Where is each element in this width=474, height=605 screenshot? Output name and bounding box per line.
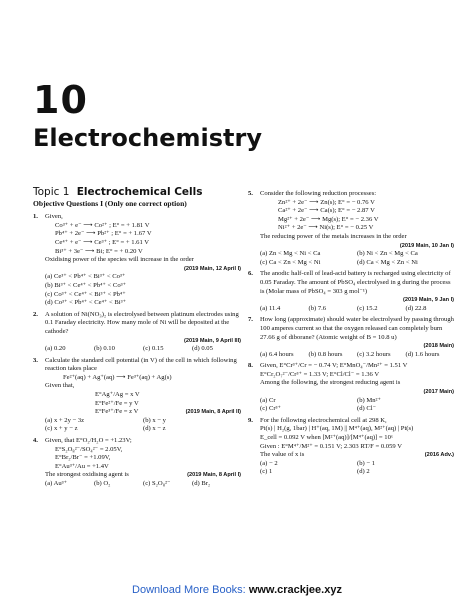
options	[260, 305, 454, 314]
options	[260, 250, 454, 267]
option: (b) x − y	[143, 416, 166, 424]
objective-heading: Objective Questions I (Only one correct option)	[33, 198, 187, 208]
option: (c) 15.2	[357, 304, 378, 312]
option: (b) 0.10	[94, 345, 115, 353]
question-6	[248, 270, 454, 313]
option: (c) 3.2 hours	[357, 350, 391, 358]
options	[45, 480, 241, 489]
option: (b) O₂	[94, 480, 111, 487]
footer	[0, 584, 474, 596]
given-label: Given that,	[45, 382, 75, 390]
exam-tag: (2019 Main, 8 April II)	[185, 409, 241, 416]
question-number: 2.	[33, 310, 38, 318]
question-8	[248, 362, 454, 414]
exam-tag: (2019 Main, 9 April III)	[184, 337, 241, 344]
equation: Bi³⁺ + 3e⁻ ⟶ Bi; E° = + 0.20 V	[55, 247, 143, 255]
option: (b) 7.6	[308, 304, 327, 312]
options	[260, 351, 454, 360]
question-text: Consider the following reduction processes:	[260, 190, 377, 197]
option: (d) Cl⁻	[357, 405, 377, 413]
option: (c) 0.15	[143, 345, 164, 353]
option: (d) Co³⁺ < Pb⁴⁺ < Ce⁴⁺ < Bi³⁺	[45, 299, 127, 307]
cell-potential: E_cell = 0.092 V when [M²⁺(aq)]/[M⁴⁺(aq)] = 10ˣ	[260, 434, 393, 442]
exam-tag: (2016 Adv.)	[424, 452, 454, 459]
equation: Ce⁴⁺ + e⁻ ⟶ Ce³⁺ ; E° = + 1.61 V	[55, 238, 150, 246]
question-5	[248, 190, 454, 267]
option: (a) Au³⁺	[45, 480, 68, 487]
given-line: Given : E°M⁴⁺/M²⁺ = 0.151 V; 2.303 RT/F = 0.059 V	[260, 442, 402, 450]
question-3	[33, 357, 241, 434]
equation: E°S₂O₈²⁻/SO₄²⁻ = 2.05V,	[55, 445, 123, 453]
question-number: 3.	[33, 356, 38, 364]
question-stem	[45, 471, 241, 480]
exam-tag: (2019 Main, 8 April I)	[187, 472, 241, 479]
question-stem	[260, 451, 454, 460]
option: (a) 11.4	[260, 304, 281, 312]
question-1	[33, 213, 241, 308]
exam-tag: (2019 Main, 10 Jan I)	[399, 242, 454, 249]
question-text: Calculate the standard cell potential (in V) of the cell in which following reaction takes place	[45, 356, 237, 373]
given-line: E°Cr₂O₇²⁻/Cr³⁺ = 1.33 V; E°Cl/Cl⁻ = 1.36 V	[260, 370, 380, 378]
option: (a) Zn < Mg < Ni < Ca	[260, 250, 321, 258]
cell-notation: Pt(s) | H₂(g, 1bar) | H⁺(aq, 1M) || M⁴⁺(aq), M²⁺(aq) | Pt(s)	[260, 425, 414, 433]
question-text: For the following electrochemical cell at 298 K,	[260, 416, 387, 424]
topic-label: Topic 1	[33, 186, 70, 198]
option: (c) Cr³⁺	[260, 405, 282, 413]
option: (c) Co³⁺ < Ce⁴⁺ < Bi³⁺ < Pb⁴⁺	[45, 290, 126, 298]
question-number: 8.	[248, 362, 253, 370]
question-4	[33, 437, 241, 489]
equation: E°Au³⁺/Au = +1.4V	[55, 462, 109, 470]
options	[45, 417, 241, 434]
chapter-title: Electrochemistry	[33, 124, 262, 152]
option: (b) − 1	[357, 459, 376, 467]
question-9	[248, 417, 454, 477]
left-column	[33, 188, 241, 492]
option: (b) Ni < Zn < Mg < Ca	[357, 250, 418, 258]
option: (a) Cr	[260, 396, 276, 404]
option: (c) S₂O₈²⁻	[143, 480, 171, 487]
question-text: A solution of Ni(NO₃)₂ is electrolysed between platinum electrodes using 0.1 Faraday electricity. How many mole of Ni will be deposited at the cathode?	[45, 310, 239, 335]
options	[45, 345, 241, 354]
given-line: Given, E°Cr³⁺/Cr = − 0.74 V; E°MnO₄⁻/Mn²⁺ = 1.51 V	[260, 362, 408, 370]
option: (d) x − z	[143, 425, 166, 433]
question-number: 7.	[248, 316, 253, 324]
question-stem: The reducing power of the metals increases in the order	[260, 232, 407, 240]
question-text: Given, that E°O₂/H₂O = +1.23V;	[45, 437, 132, 445]
equation: Ni²⁺ + 2e⁻ ⟶ Ni(s); E° = − 0.25 V	[278, 224, 374, 232]
option: (a) 6.4 hours	[260, 350, 294, 358]
equation: Zn²⁺ + 2e⁻ ⟶ Zn(s); E° = − 0.76 V	[278, 198, 375, 206]
question-number: 9.	[248, 416, 253, 424]
question-7	[248, 316, 454, 359]
question-text: How long (approximate) should water be electrolysed by passing through 100 amperes current so that the oxygen released can completely burn 27.66 g of diborane? (Atomic weight of B = 10.8 u)	[260, 316, 454, 341]
chapter-number: 10	[33, 78, 88, 122]
option: (c) Ca < Zn < Mg < Ni	[260, 258, 321, 266]
equation: Co³⁺ + e⁻ ⟶ Co²⁺ ; E° = + 1.81 V	[55, 221, 150, 229]
option: (a) x + 2y − 3z	[45, 416, 85, 424]
topic-heading	[33, 188, 241, 197]
option: (b) Mn²⁺	[357, 396, 381, 404]
option: (d) 22.8	[405, 304, 427, 312]
exam-tag: (2019 Main, 12 April I)	[184, 265, 241, 272]
equation: Pb⁴⁺ + 2e⁻ ⟶ Pb²⁺ ; E° = + 1.67 V	[55, 230, 152, 238]
options	[260, 397, 454, 414]
question-text: The anodic half-cell of lead-acid battery is recharged using electricity of 0.05 Faraday. The amount of PbSO₄ electrolysed in g during the process is (Molar mass of PbSO₄ = 303 g mol⁻¹)	[260, 270, 451, 295]
option: (a) − 2	[260, 459, 278, 467]
equation: E°Br₂/Br⁻ = +1.09V,	[55, 454, 111, 462]
footer-link[interactable]: www.crackjee.xyz	[248, 584, 342, 596]
question-stem-text: The value of x is	[260, 451, 305, 459]
question-number: 6.	[248, 270, 253, 278]
equation: Mg²⁺ + 2e⁻ ⟶ Mg(s); E° = − 2.36 V	[278, 215, 379, 223]
question-number: 5.	[248, 190, 253, 197]
option: (b) Bi³⁺ < Ce⁴⁺ < Pb⁴⁺ < Co³⁺	[45, 281, 127, 289]
option: (a) 0.20	[45, 345, 66, 353]
question-stem-text: The strongest oxidising agent is	[45, 471, 129, 479]
equation: E°Fe²⁺/Fe = y V	[95, 399, 139, 407]
option: (d) 0.05	[192, 345, 213, 353]
exam-tag: (2018 Main)	[423, 343, 454, 350]
option: (d) Ca < Mg < Zn < Ni	[357, 258, 418, 266]
options	[260, 460, 454, 477]
equation	[45, 408, 241, 417]
exam-tag: (2019 Main, 9 Jan I)	[403, 297, 454, 304]
question-stem: Oxidising power of the species will increase in the order	[45, 256, 194, 264]
equation-text: E°Fe³⁺/Fe = z V	[95, 408, 139, 416]
equation: E°Ag⁺/Ag = x V	[95, 391, 140, 399]
question-intro: Given,	[45, 213, 63, 221]
option: (a) Ce³⁺ < Pb⁴⁺ < Bi³⁺ < Co³⁺	[45, 273, 126, 281]
topic-title: Electrochemical Cells	[76, 186, 203, 198]
question-number: 1.	[33, 213, 38, 221]
exam-tag: (2017 Main)	[423, 389, 454, 396]
option: (d) Br₂	[192, 480, 211, 487]
reaction: Fe²⁺(aq) + Ag⁺(aq) ⟶ Fe³⁺(aq) + Ag(s)	[63, 373, 172, 381]
question-stem: Among the following, the strongest reducing agent is	[260, 379, 401, 387]
option: (c) 1	[260, 468, 273, 476]
option: (d) 1.6 hours	[405, 350, 440, 358]
option: (c) x + y − z	[45, 425, 78, 433]
option: (b) 0.8 hours	[308, 350, 343, 358]
footer-prefix: Download More Books:	[132, 584, 246, 596]
option: (d) 2	[357, 468, 370, 476]
question-number: 4.	[33, 437, 38, 445]
equation: Ca²⁺ + 2e⁻ ⟶ Ca(s); E° = − 2.87 V	[278, 207, 375, 215]
right-column	[248, 190, 454, 480]
question-2	[33, 311, 241, 354]
